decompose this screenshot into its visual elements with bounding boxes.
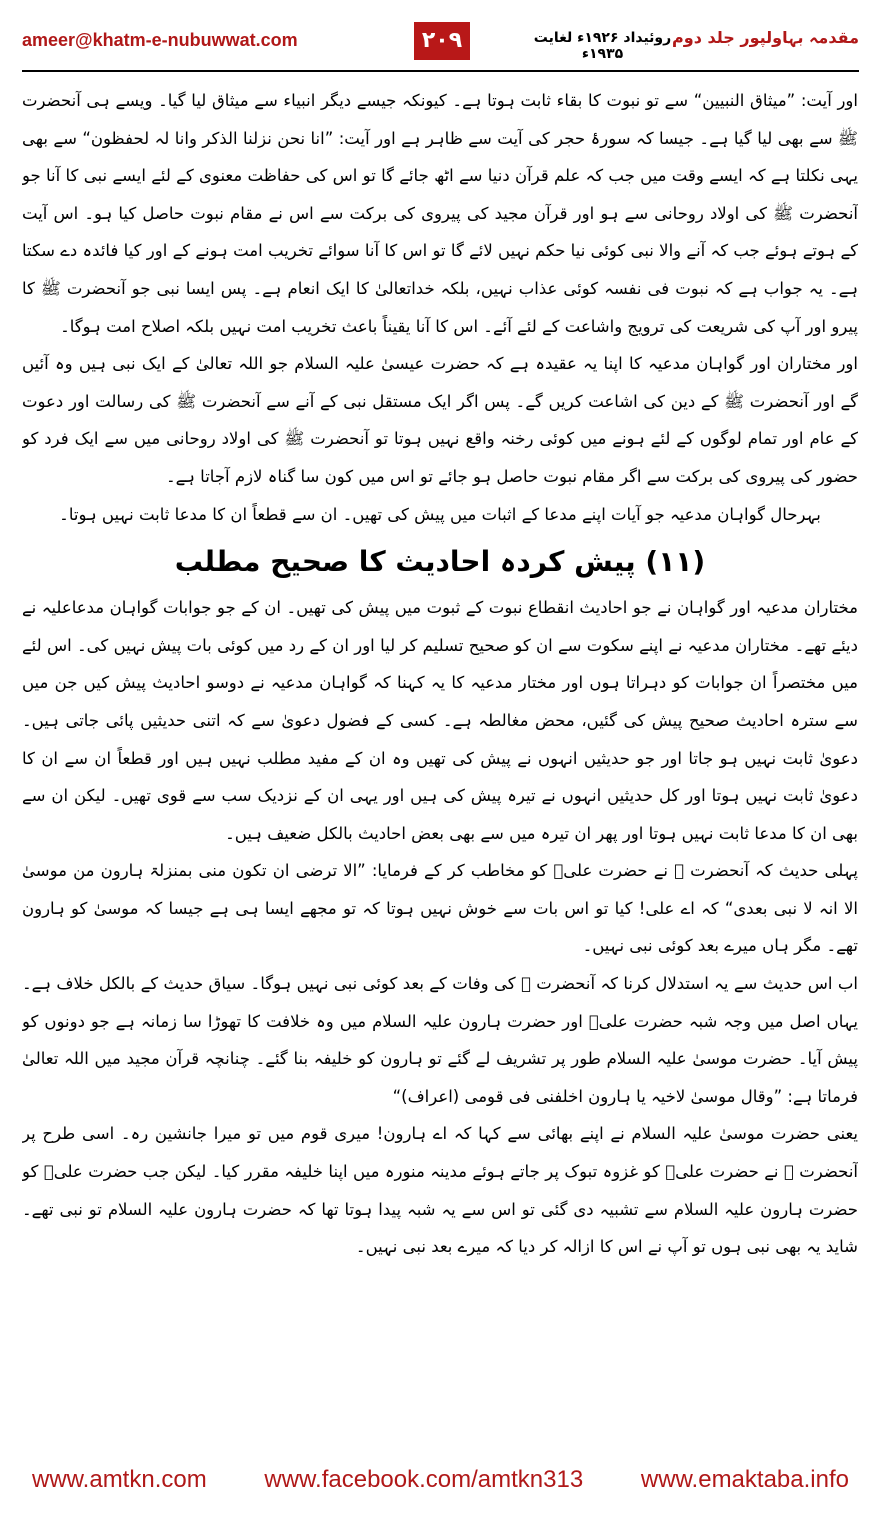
paragraph-1: اور آیت: ”میثاق النبیین“ سے تو نبوت کا بقاء ثابت ہوتا ہے۔ کیونکہ جیسے دیگر انبیاء سے میثاق لیا گیا۔ ویسے ہی آنحضرت ﷺ سے بھی لیا گیا ہے۔ جیسا کہ سورۂ حجر کی آیت سے ظاہر ہے اور آیت: ”انا نحن نزلنا الذکر وانا لہ لحفظون“ سے بھی یہی نکلتا ہے کہ ایسے وقت میں جب کہ علم قرآن دنیا سے اٹھ جائے گا تو اس کی حفاظت معنوی کے لئے ایسے نبی کا آنا جو آنحضرت ﷺ کی اولاد روحانی سے ہو اور قرآن مجید کی پیروی کی برکت سے اس نے مقام نبوت حاصل کیا ہو۔ اس آیت کے ہوتے ہوئے جب کہ آنے والا نبی کوئی نیا حکم نہیں لائے گا تو اس کا آنا سوائے تخریب امت ہونے کے اور کیا فائدہ دے سکتا ہے۔ یہ جواب ہے کہ نبوت فی نفسہ کوئی عذاب نہیں، بلکہ خداتعالیٰ کا ایک انعام ہے۔ پس ایسا نبی جو آنحضرت ﷺ کا پیرو اور آپ کی شریعت کی ترویج واشاعت کے لئے آئے۔ اس کا آنا یقیناً باعث تخریب امت نہیں بلکہ اصلاح امت ہوگا۔ bbox=[22, 91, 858, 336]
page-footer bbox=[22, 1460, 859, 1500]
paragraph-7: یعنی حضرت موسیٰ علیہ السلام نے اپنے بھائی سے کہا کہ اے ہارون! میری قوم میں تو میرا جانشین رہ۔ اسی طرح پر آنحضرت ﷺ نے حضرت علیؓ کو غزوہ تبوک پر جاتے ہوئے مدینہ منورہ میں اپنا خلیفہ مقرر کیا۔ لیکن جب حضرت علیؓ کو حضرت ہارون علیہ السلام سے تشبیہ دی گئی تو اس سے یہ شبہ پیدا ہوتا تھا کہ حضرت ہارون علیہ السلام تو نبی تھے۔ شاید یہ بھی نبی ہوں تو آپ نے اس کا ازالہ کر دیا کہ میرے بعد نبی نہیں۔ bbox=[22, 1124, 858, 1257]
footer-link-emaktaba[interactable]: www.emaktaba.info bbox=[640, 1466, 849, 1493]
page-content bbox=[22, 82, 858, 1442]
page-header bbox=[0, 0, 881, 78]
header-divider bbox=[22, 70, 859, 72]
book-title: مقدمہ بہاولپور جلد دوم bbox=[672, 28, 859, 47]
footer-link-facebook[interactable]: www.facebook.com/amtkn313 bbox=[264, 1466, 584, 1493]
paragraph-3: بہرحال گواہان مدعیہ جو آیات اپنے مدعا کے اثبات میں پیش کی تھیں۔ ان سے قطعاً ان کا مدعا ثابت نہیں ہوتا۔ bbox=[59, 504, 821, 524]
paragraph-4: مختاران مدعیہ اور گواہان نے جو احادیث انقطاع نبوت کے ثبوت میں پیش کی تھیں۔ ان کے جو جوابات گواہان مدعاعلیہ نے دیئے تھے۔ مختاران مدعیہ نے اپنے سکوت سے ان کو صحیح تسلیم کر لیا اور ان کے رد میں کوئی بات پیش نہیں کی۔ اس لئے میں مختصراً ان جوابات کو دہراتا ہوں اور مختار مدعیہ کا یہ کہنا کہ گواہان مدعیہ نے دوسو احادیث پیش کیں جن میں سے سترہ احادیث صحیح پیش کی گئیں، محض مغالطہ ہے۔ کسی کے فضول دعویٰ سے کہ اتنی حدیثیں پائی جاتی ہیں۔ دعویٰ ثابت نہیں ہو جاتا اور جو حدیثیں انہوں نے پیش کی تھیں وہ ان کے مفید مطلب نہیں ہیں اور قطعاً ان سے ان کا دعویٰ ثابت نہیں ہوتا اور کل حدیثیں انہوں نے تیرہ پیش کی ہیں اور یہی ان کے نزدیک سب سے قوی تھیں۔ لیکن ان سے بھی ان کا مدعا ثابت نہیں ہوتا اور پھر ان تیرہ میں سے بھی بعض احادیث بالکل ضعیف ہیں۔ bbox=[22, 598, 858, 843]
footer-link-amtkn[interactable]: www.amtkn.com bbox=[32, 1466, 207, 1493]
header-email[interactable]: ameer@khatm-e-nubuwwat.com bbox=[22, 30, 298, 50]
paragraph-6: اب اس حدیث سے یہ استدلال کرنا کہ آنحضرت ﷺ کی وفات کے بعد کوئی نبی نہیں ہوگا۔ سیاق حدیث کے بالکل خلاف ہے۔ یہاں اصل میں وجہ شبہ حضرت علیؓ اور حضرت ہارون علیہ السلام میں وہ خلافت کا تھوڑا سا زمانہ ہے جو دونوں کو پیش آیا۔ حضرت موسیٰ علیہ السلام طور پر تشریف لے گئے تو ہارون کو خلیفہ بنا گئے۔ چنانچہ قرآن مجید میں اللہ تعالیٰ فرماتا ہے: ”وقال موسیٰ لاخیہ یا ہارون اخلفنی فی قومی (اعراف)“ bbox=[22, 974, 858, 1106]
page-number: ۲۰۹ bbox=[414, 22, 470, 60]
header-period: روئیداد ۱۹۲۶ء لغایت ۱۹۳۵ء bbox=[533, 30, 672, 62]
section-heading: (۱۱) پیش کردہ احادیث کا صحیح مطلب bbox=[174, 545, 706, 579]
paragraph-5: پہلی حدیث کہ آنحضرت ﷺ نے حضرت علیؓ کو مخاطب کر کے فرمایا: ”الا ترضی ان تکون منی بمنزلۃ ہارون من موسیٰ الا انہ لا نبی بعدی“ کہ اے علی! کیا تو اس بات سے خوش نہیں ہوتا کہ تو مجھے ایسا ہی ہے جیسا کہ موسیٰ کو ہارون تھے۔ مگر ہاں میرے بعد کوئی نبی نہیں۔ bbox=[22, 861, 858, 956]
paragraph-2: اور مختاران اور گواہان مدعیہ کا اپنا یہ عقیدہ ہے کہ حضرت عیسیٰ علیہ السلام جو اللہ تعالیٰ کے ایک نبی ہیں وہ آئیں گے اور آنحضرت ﷺ کے دین کی اشاعت کریں گے۔ پس اگر ایک مستقل نبی کے آنے سے آنحضرت ﷺ کی رسالت اور دعوت کے عام اور تمام لوگوں کے لئے ہونے میں کوئی رخنہ واقع نہیں ہوتا تو آنحضرت ﷺ کی اولاد روحانی میں سے ایک فرد کو حضور کی پیروی کی برکت سے اگر مقام نبوت حاصل ہو جائے تو اس میں کون سا گناہ لازم آجاتا ہے۔ bbox=[22, 354, 858, 486]
